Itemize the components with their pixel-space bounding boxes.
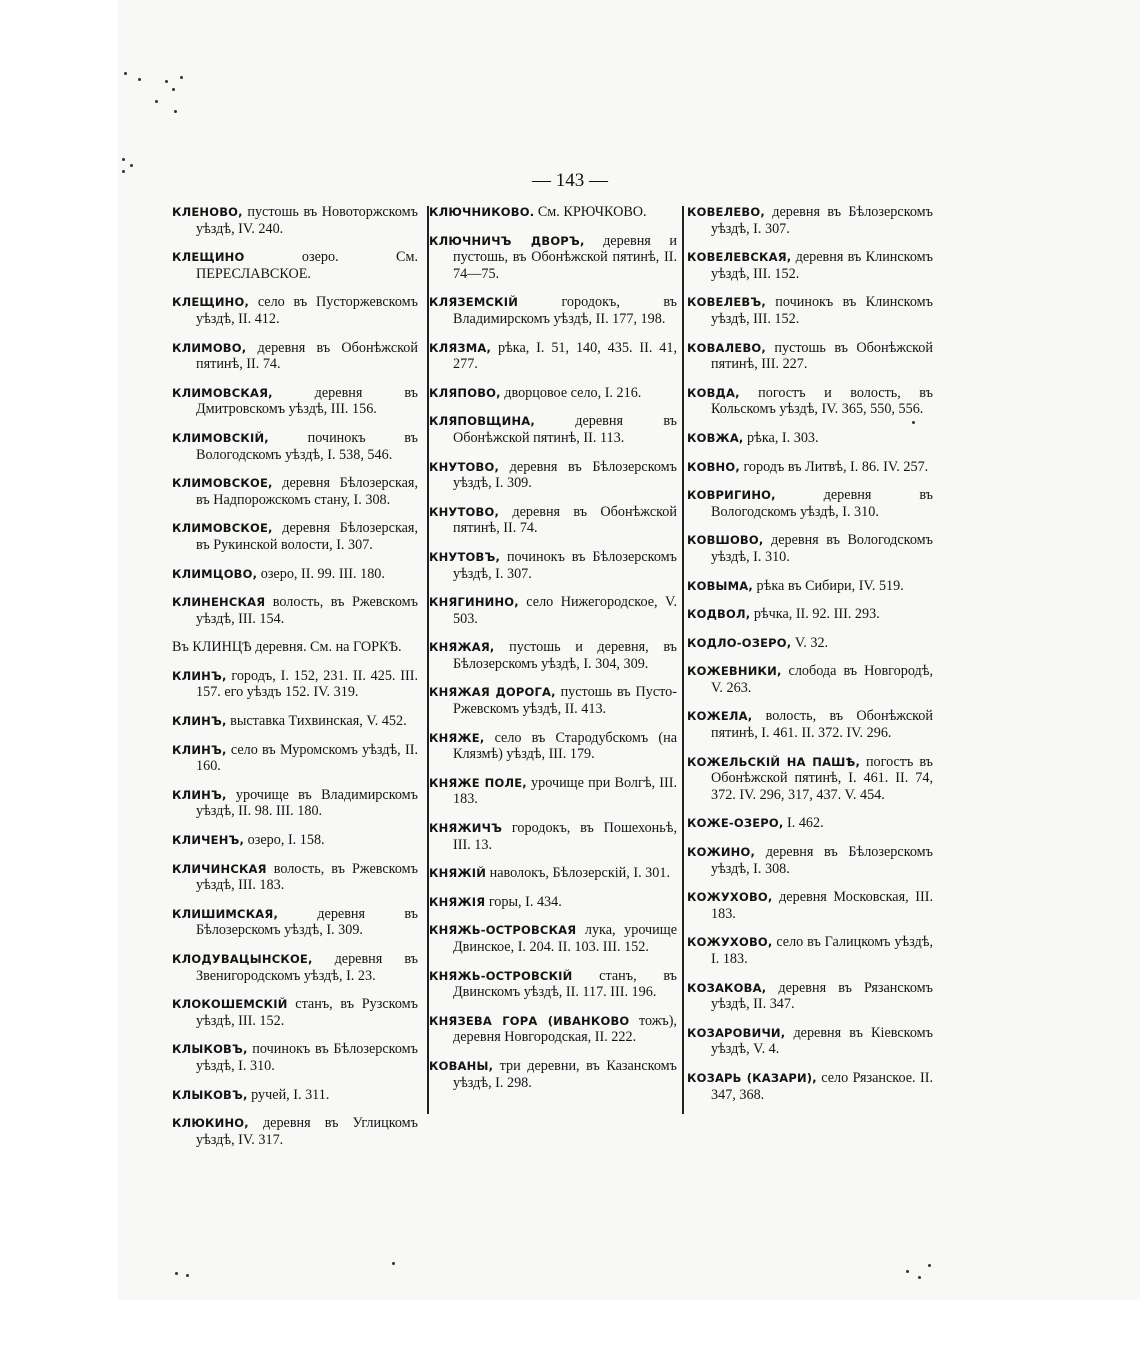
entry-headword: КОВРИГИНО, bbox=[687, 488, 776, 503]
index-entry bbox=[687, 754, 933, 804]
index-entry bbox=[172, 668, 418, 701]
index-entry bbox=[172, 204, 418, 237]
entry-text: погостъ въ Обонѣжской пятинѣ, I. 461. II. 74, 372. IV. 296, 317, 437. V. 454. bbox=[711, 753, 933, 803]
entry-text: наволокъ, Бѣлозерскій, I. 301. bbox=[486, 865, 670, 882]
entry-text: I. 462. bbox=[783, 815, 824, 832]
scan-speck bbox=[130, 164, 133, 167]
index-entry bbox=[687, 663, 933, 696]
index-entry bbox=[687, 459, 933, 476]
entry-headword: КНЯГИНИНО, bbox=[429, 595, 519, 610]
entry-headword: КЛИМОВСКІЙ, bbox=[172, 430, 269, 445]
index-entry bbox=[687, 204, 933, 237]
entry-text: деревня въ Звенигородскомъ уѣздѣ, I. 23. bbox=[196, 951, 418, 984]
index-entry bbox=[687, 844, 933, 877]
index-column-3 bbox=[687, 204, 933, 1115]
entry-text: деревня въ Бѣлозерскомъ уѣздѣ, I. 308. bbox=[711, 844, 933, 877]
index-entry bbox=[429, 549, 677, 582]
entry-text: починокъ въ Бѣлозерскомъ уѣздѣ, I. 310. bbox=[196, 1041, 418, 1074]
index-entry bbox=[429, 865, 677, 882]
entry-headword: КЛИМОВСКАЯ, bbox=[172, 385, 273, 400]
index-entry bbox=[687, 532, 933, 565]
entry-text: три деревни, въ Казанскомъ уѣздѣ, I. 298. bbox=[453, 1057, 677, 1091]
index-entry bbox=[172, 430, 418, 463]
index-entry bbox=[687, 934, 933, 967]
entry-text: горы, I. 434. bbox=[485, 893, 562, 910]
entry-headword: КОДВОЛ, bbox=[687, 607, 751, 622]
index-entry bbox=[172, 951, 418, 984]
entry-headword: КЛЯЗМА, bbox=[429, 340, 492, 355]
index-entry bbox=[172, 713, 418, 730]
entry-headword: КНЯЖЬ-ОСТРОВСКІЙ bbox=[429, 968, 573, 983]
index-entry bbox=[172, 294, 418, 327]
entry-headword: КЛИМОВО, bbox=[172, 340, 247, 355]
index-entry bbox=[172, 861, 418, 894]
entry-headword: КОВЕЛЕВЪ, bbox=[687, 295, 766, 310]
entry-headword: КЛЫКОВЪ, bbox=[172, 1042, 248, 1057]
entry-headword: КОЗАКОВА, bbox=[687, 980, 767, 995]
entry-headword: КОВНО, bbox=[687, 459, 740, 474]
entry-text: рѣка, I. 303. bbox=[743, 429, 819, 446]
entry-headword: КЛЫКОВЪ, bbox=[172, 1087, 248, 1102]
entry-text: погостъ и волость, въ Кольскомъ уѣздѣ, IV. 365, 550, 556. bbox=[711, 384, 933, 418]
scan-speck bbox=[165, 80, 168, 83]
entry-text: деревня въ Бѣлозерскомъ уѣздѣ, I. 309. bbox=[453, 458, 677, 492]
index-entry bbox=[172, 594, 418, 627]
entry-headword: КОЖЕВНИКИ, bbox=[687, 664, 782, 679]
entry-text: деревня въ Бѣлозерскомъ уѣздѣ, I. 309. bbox=[196, 905, 418, 939]
entry-text: деревня въ Бѣлозерскомъ уѣздѣ, I. 307. bbox=[711, 204, 933, 237]
entry-headword: КНЯЖЕ ПОЛЕ, bbox=[429, 775, 527, 790]
entry-headword: КНЯЖИЧЪ bbox=[429, 821, 503, 836]
entry-headword: КЛИЧИНСКАЯ bbox=[172, 861, 267, 876]
entry-text: озеро, I. 158. bbox=[244, 832, 325, 849]
entry-headword: КЛЮЧНИКОВО. bbox=[429, 205, 535, 219]
entry-headword: КОЖЕЛА, bbox=[687, 709, 753, 724]
entry-headword: КЛЯПОВО, bbox=[429, 385, 501, 400]
index-entry bbox=[429, 594, 677, 627]
index-entry bbox=[429, 340, 677, 373]
scan-speck bbox=[124, 72, 127, 75]
entry-text: деревня въ Рязанскомъ уѣздѣ, II. 347. bbox=[711, 979, 933, 1013]
scan-speck bbox=[918, 1276, 921, 1279]
index-entry bbox=[687, 889, 933, 922]
entry-text: волость, въ Обонѣжской пятинѣ, I. 461. II. 372. IV. 296. bbox=[711, 708, 933, 742]
entry-text: деревня въ Дмитровскомъ уѣздѣ, III. 156. bbox=[196, 384, 418, 418]
entry-text: урочище при Волгѣ, III. 183. bbox=[453, 774, 677, 808]
entry-text: починокъ въ Бѣлозерскомъ уѣздѣ, I. 307. bbox=[453, 548, 677, 582]
entry-text: деревня въ Кіевскомъ уѣздѣ, V. 4. bbox=[711, 1024, 933, 1058]
entry-text: волость, въ Ржевскомъ уѣздѣ, III. 183. bbox=[196, 860, 418, 894]
scan-speck bbox=[392, 1262, 395, 1265]
entry-headword: КОЗАРЬ (КАЗАРИ), bbox=[687, 1070, 817, 1085]
index-entry bbox=[429, 894, 677, 911]
entry-text: Въ КЛИНЦѢ деревня. См. на ГОРКѢ. bbox=[172, 639, 402, 656]
index-entry bbox=[172, 1087, 418, 1104]
index-entry bbox=[429, 1013, 677, 1046]
index-entry bbox=[687, 430, 933, 447]
entry-headword: КОВЫМА, bbox=[687, 578, 753, 593]
index-entry bbox=[687, 606, 933, 623]
entry-text: урочище въ Владимирскомъ уѣздѣ, II. 98. III. 180. bbox=[196, 786, 418, 820]
entry-text: деревня въ Углицкомъ уѣздѣ, IV. 317. bbox=[196, 1115, 418, 1148]
scan-speck bbox=[138, 78, 141, 81]
entry-text: пустошь въ Пусто-Ржевскомъ уѣздѣ, II. 413. bbox=[453, 684, 677, 718]
entry-text: село въ Муромскомъ уѣздѣ, II. 160. bbox=[196, 741, 418, 775]
entry-headword: КНЯЗЕВА ГОРА (ИВАНКОВО bbox=[429, 1013, 630, 1028]
entry-text: дворцовое село, I. 216. bbox=[500, 384, 642, 401]
entry-headword: КОДЛО-ОЗЕРО, bbox=[687, 635, 792, 650]
entry-text: тожъ), деревня Новгородская, II. 222. bbox=[453, 1012, 677, 1046]
index-entry bbox=[687, 578, 933, 595]
index-entry bbox=[172, 340, 418, 373]
entry-headword: КЛИМЦОВО, bbox=[172, 566, 258, 581]
entry-text: деревня въ Обонѣжской пятинѣ, II. 74. bbox=[453, 503, 677, 537]
scan-speck bbox=[174, 110, 177, 113]
entry-text: городокъ, въ Владимирскомъ уѣздѣ, II. 177, 198. bbox=[453, 294, 677, 327]
entry-headword: КНЯЖІЙ bbox=[429, 866, 487, 881]
index-entry bbox=[687, 294, 933, 327]
index-column-2 bbox=[429, 204, 677, 1103]
entry-headword: КНЯЖЕ, bbox=[429, 730, 485, 745]
entry-headword: КЛЕЩИНО bbox=[172, 250, 245, 265]
index-entry bbox=[687, 249, 933, 282]
entry-text: станъ, въ Рузскомъ уѣздѣ, III. 152. bbox=[196, 996, 418, 1029]
entry-headword: КЛИНЪ, bbox=[172, 742, 227, 757]
index-entry bbox=[429, 294, 677, 327]
index-entry bbox=[687, 1025, 933, 1058]
index-entry bbox=[687, 708, 933, 741]
entry-headword: КЛЮКИНО, bbox=[172, 1116, 249, 1131]
entry-headword: КЛИЧЕНЪ, bbox=[172, 833, 245, 848]
entry-text: городъ, I. 152, 231. II. 425. III. 157. его уѣздъ 152. IV. 319. bbox=[196, 667, 418, 701]
entry-headword: КЛИШИМСКАЯ, bbox=[172, 906, 279, 921]
entry-text: рѣка въ Сибири, IV. 519. bbox=[752, 577, 904, 594]
entry-text: деревня Московская, III. 183. bbox=[711, 889, 933, 922]
entry-headword: КОВАНЫ, bbox=[429, 1058, 494, 1073]
scan-speck bbox=[172, 88, 175, 91]
index-entry bbox=[429, 775, 677, 808]
entry-headword: КОЖЕЛЬСКІЙ НА ПАШѢ, bbox=[687, 754, 861, 769]
index-entry bbox=[172, 639, 418, 656]
column-divider bbox=[682, 206, 684, 1114]
entry-text: починокъ въ Вологодскомъ уѣздѣ, I. 538, 546. bbox=[196, 429, 418, 463]
entry-headword: КЛЯПОВЩИНА, bbox=[429, 414, 535, 429]
entry-text: пустошь въ Новоторжскомъ уѣздѣ, IV. 240. bbox=[196, 204, 418, 237]
entry-text: V. 32. bbox=[791, 634, 829, 651]
entry-headword: КОВЕЛЕВО, bbox=[687, 205, 765, 219]
entry-headword: КНУТОВЪ, bbox=[429, 549, 501, 564]
entry-text: станъ, въ Двинскомъ уѣздѣ, II. 117. III. 196. bbox=[453, 967, 677, 1001]
index-entry bbox=[687, 385, 933, 418]
index-column-1 bbox=[172, 204, 418, 1160]
entry-text: озеро. См. ПЕРЕСЛАВСКОЕ. bbox=[196, 249, 418, 282]
entry-text: село Нижегородское, V. 503. bbox=[453, 594, 677, 627]
index-entry bbox=[429, 233, 677, 283]
entry-text: село въ Стародубскомъ (на Клязмѣ) уѣздѣ, III. 179. bbox=[453, 729, 677, 763]
entry-text: волость, въ Ржевскомъ уѣздѣ, III. 154. bbox=[196, 594, 418, 627]
index-entry bbox=[687, 487, 933, 520]
index-entry bbox=[172, 566, 418, 583]
index-entry bbox=[429, 730, 677, 763]
scan-speck bbox=[186, 1274, 189, 1277]
index-entry bbox=[429, 968, 677, 1001]
index-entry bbox=[687, 635, 933, 652]
entry-headword: КЛЮЧНИЧЪ ДВОРЪ, bbox=[429, 233, 585, 248]
entry-headword: КОЗАРОВИЧИ, bbox=[687, 1025, 786, 1040]
index-entry bbox=[429, 413, 677, 446]
index-entry bbox=[429, 459, 677, 492]
entry-headword: КЛЕНОВО, bbox=[172, 205, 243, 219]
index-entry bbox=[429, 204, 677, 221]
index-entry bbox=[687, 340, 933, 373]
entry-text: деревня въ Обонѣжской пятинѣ, II. 113. bbox=[453, 413, 677, 446]
entry-text: См. КРЮЧКОВО. bbox=[534, 204, 647, 220]
entry-text: деревня въ Клинскомъ уѣздѣ, III. 152. bbox=[711, 249, 933, 282]
scan-speck bbox=[155, 100, 158, 103]
index-entry bbox=[172, 520, 418, 553]
entry-text: рѣчка, II. 92. III. 293. bbox=[750, 606, 880, 623]
entry-text: городокъ, въ Пошехоньѣ, III. 13. bbox=[453, 820, 677, 853]
entry-text: починокъ въ Клинскомъ уѣздѣ, III. 152. bbox=[711, 294, 933, 327]
entry-headword: КНУТОВО, bbox=[429, 504, 500, 519]
entry-text: пустошь и деревня, въ Бѣлозерскомъ уѣздѣ, I. 304, 309. bbox=[453, 639, 677, 672]
entry-text: деревня Бѣлозерская, въ Надпорожскомъ стану, I. 308. bbox=[196, 475, 418, 508]
entry-headword: КЛОКОШЕМСКІЙ bbox=[172, 997, 288, 1012]
entry-headword: КЛИМОВСКОЕ, bbox=[172, 521, 273, 536]
index-entry bbox=[172, 996, 418, 1029]
entry-headword: КЛИНЪ, bbox=[172, 714, 227, 729]
entry-headword: КОВАЛЕВО, bbox=[687, 340, 766, 355]
index-entry bbox=[429, 922, 677, 955]
entry-headword: КНЯЖАЯ, bbox=[429, 640, 495, 655]
index-entry bbox=[429, 684, 677, 717]
index-entry bbox=[429, 639, 677, 672]
entry-text: рѣка, I. 51, 140, 435. II. 41, 277. bbox=[453, 339, 677, 373]
entry-text: ручей, I. 311. bbox=[247, 1086, 330, 1103]
entry-headword: КЛИМОВСКОЕ, bbox=[172, 476, 273, 491]
index-entry bbox=[429, 1058, 677, 1091]
index-entry bbox=[172, 1041, 418, 1074]
entry-text: деревня въ Обонѣжской пятинѣ, II. 74. bbox=[196, 339, 418, 373]
scan-speck bbox=[180, 76, 183, 79]
scan-speck bbox=[122, 158, 125, 161]
entry-headword: КОВЖА, bbox=[687, 430, 744, 445]
entry-text: деревня Бѣлозерская, въ Рукинской волости, I. 307. bbox=[196, 520, 418, 553]
entry-headword: КНУТОВО, bbox=[429, 459, 500, 474]
entry-headword: КЛОДУВАЦЫНСКОЕ, bbox=[172, 952, 313, 966]
entry-headword: КОЖУХОВО, bbox=[687, 935, 773, 950]
entry-headword: КЛЯЗЕМСКІЙ bbox=[429, 295, 519, 310]
entry-text: деревня въ Вологодскомъ уѣздѣ, I. 310. bbox=[711, 487, 933, 520]
entry-headword: КОЖЕ-ОЗЕРО, bbox=[687, 816, 784, 831]
entry-headword: КОВДА, bbox=[687, 385, 740, 400]
entry-headword: КНЯЖІЯ bbox=[429, 894, 486, 909]
entry-headword: КЛИНЕНСКАЯ bbox=[172, 595, 266, 610]
entry-text: городъ въ Литвѣ, I. 86. IV. 257. bbox=[739, 458, 929, 475]
index-entry bbox=[172, 787, 418, 820]
entry-headword: КОЖУХОВО, bbox=[687, 890, 773, 905]
scan-speck bbox=[928, 1264, 931, 1267]
scan-speck bbox=[175, 1272, 178, 1275]
index-entry bbox=[429, 504, 677, 537]
index-entry bbox=[172, 249, 418, 282]
index-entry bbox=[687, 1070, 933, 1103]
index-entry bbox=[429, 820, 677, 853]
index-entry bbox=[687, 980, 933, 1013]
index-entry bbox=[172, 906, 418, 939]
page-number: — 143 — bbox=[532, 170, 608, 191]
index-entry bbox=[429, 385, 677, 402]
index-entry bbox=[172, 832, 418, 849]
entry-text: деревня въ Вологодскомъ уѣздѣ, I. 310. bbox=[711, 532, 933, 565]
entry-headword: КНЯЖАЯ ДОРОГА, bbox=[429, 685, 556, 700]
index-entry bbox=[172, 742, 418, 775]
index-entry bbox=[172, 475, 418, 508]
entry-text: пустошь въ Обонѣжской пятинѣ, III. 227. bbox=[711, 339, 933, 373]
entry-headword: КОВЕЛЕВСКАЯ, bbox=[687, 250, 792, 265]
index-entry bbox=[172, 385, 418, 418]
entry-text: село въ Галицкомъ уѣздѣ, I. 183. bbox=[711, 934, 933, 967]
entry-headword: КЛИНЪ, bbox=[172, 668, 227, 683]
entry-headword: КОВШОВО, bbox=[687, 533, 764, 548]
entry-text: выставка Тихвинская, V. 452. bbox=[226, 713, 407, 730]
entry-text: деревня и пустошь, въ Обонѣжской пятинѣ, II. 74—75. bbox=[453, 232, 677, 282]
index-entry bbox=[687, 815, 933, 832]
scan-speck bbox=[906, 1270, 909, 1273]
index-entry bbox=[172, 1115, 418, 1148]
entry-headword: КЛЕЩИНО, bbox=[172, 295, 250, 310]
entry-headword: КНЯЖЬ-ОСТРОВСКАЯ bbox=[429, 923, 577, 938]
entry-headword: КОЖИНО, bbox=[687, 845, 756, 860]
entry-text: слобода въ Новгородѣ, V. 263. bbox=[711, 663, 933, 696]
entry-headword: КЛИНЪ, bbox=[172, 787, 227, 802]
entry-text: лука, урочище Двинское, I. 204. II. 103. III. 152. bbox=[453, 922, 677, 955]
entry-text: озеро, II. 99. III. 180. bbox=[257, 565, 385, 582]
entry-text: село Рязанское. II. 347, 368. bbox=[711, 1069, 933, 1103]
entry-text: село въ Пусторжевскомъ уѣздѣ, II. 412. bbox=[196, 294, 418, 327]
